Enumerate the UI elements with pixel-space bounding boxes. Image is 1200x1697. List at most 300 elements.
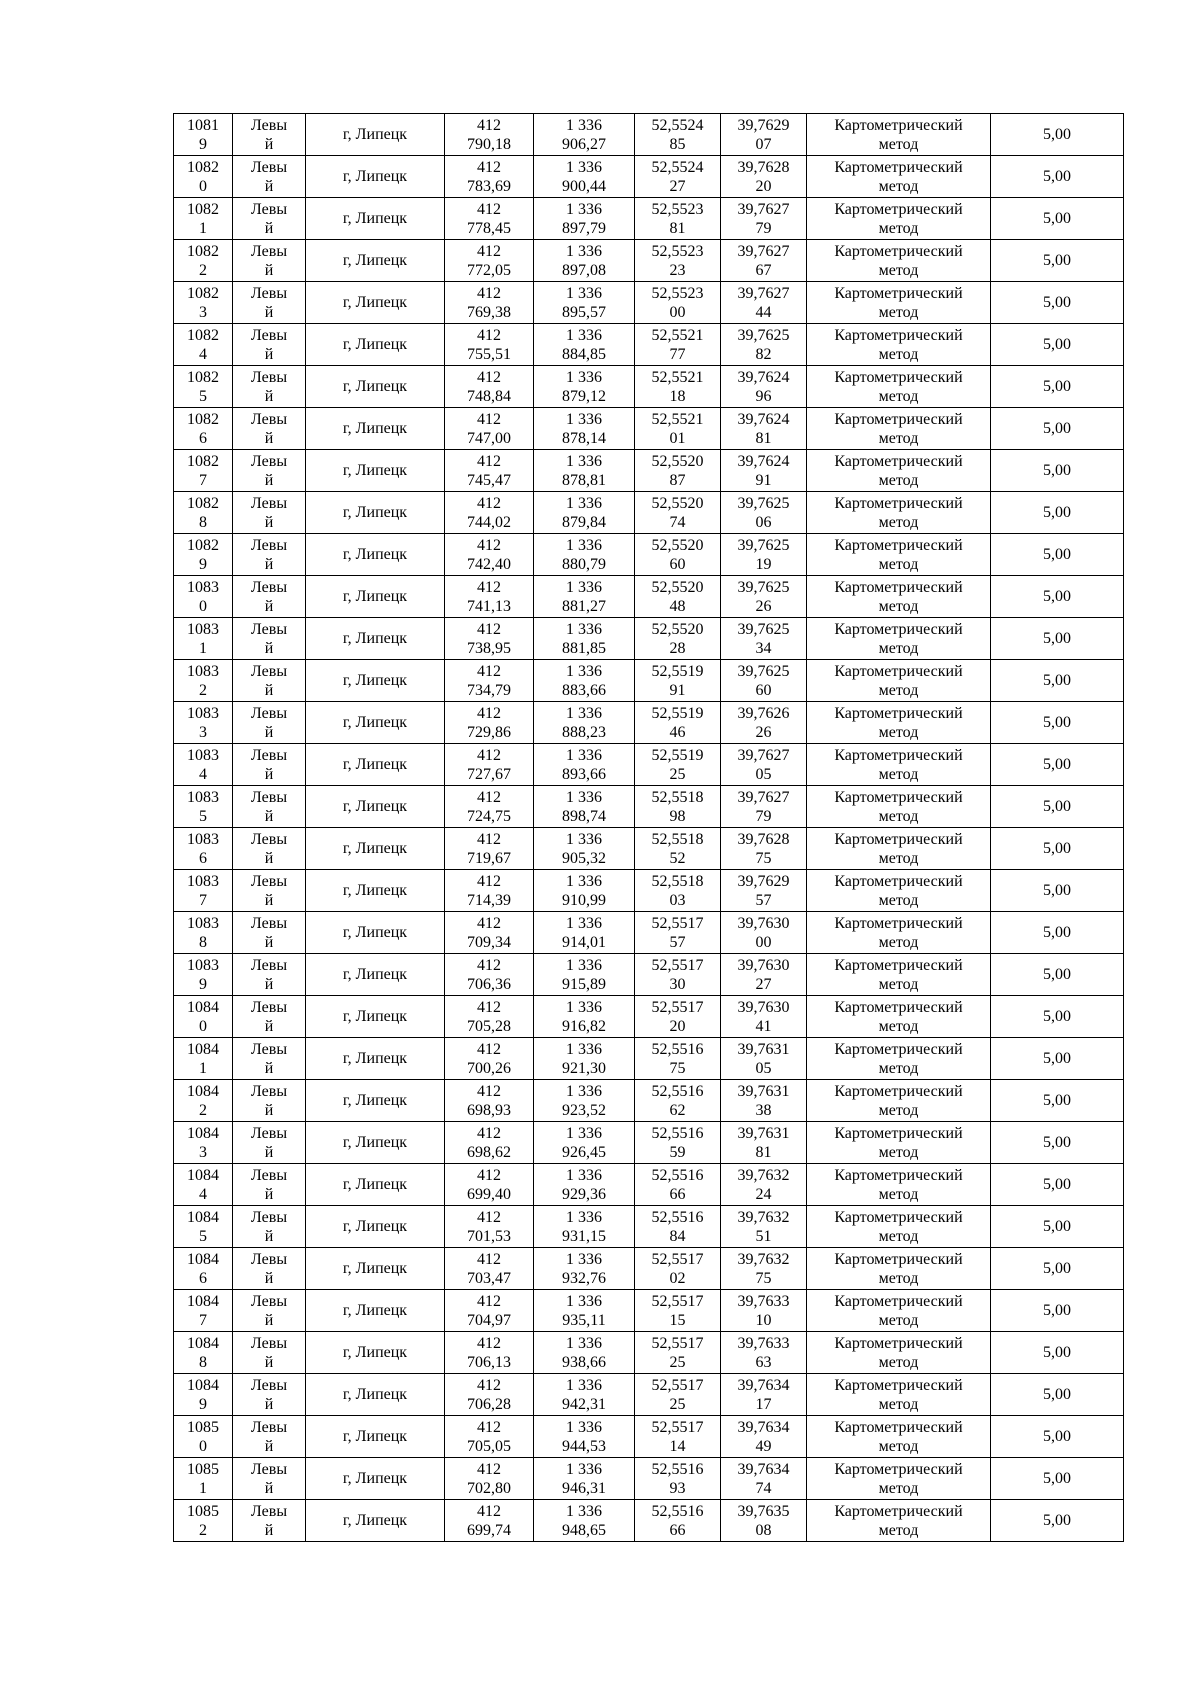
latitude-line: 66 (669, 1521, 686, 1539)
x-coordinate-line: 412 (477, 410, 501, 428)
method-cell (807, 156, 991, 198)
table-row (174, 1206, 1124, 1248)
y-coordinate-line: 880,79 (562, 555, 606, 573)
latitude-line: 52,5519 (651, 746, 704, 764)
bank-side-cell (233, 450, 306, 492)
table-row (174, 1080, 1124, 1122)
point-number-line: 1 (199, 1059, 207, 1077)
city-cell: г, Липецк (306, 702, 445, 744)
point-number-line: 3 (199, 1143, 207, 1161)
point-number-line: 7 (199, 1311, 207, 1329)
y-coordinate-cell (534, 1164, 635, 1206)
bank-side-cell (233, 282, 306, 324)
bank-side-line: й (264, 933, 274, 951)
table-row (174, 870, 1124, 912)
longitude-cell (721, 1374, 807, 1416)
bank-side-line: й (264, 765, 274, 783)
y-coordinate-line: 1 336 (566, 1250, 602, 1268)
longitude-cell (721, 1458, 807, 1500)
y-coordinate-cell (534, 1248, 635, 1290)
method-line: Картометрический (834, 494, 963, 512)
city-cell: г, Липецк (306, 744, 445, 786)
x-coordinate-line: 412 (477, 1502, 501, 1520)
latitude-line: 77 (669, 345, 686, 363)
longitude-line: 39,7630 (737, 956, 790, 974)
accuracy-cell: 5,00 (991, 114, 1124, 156)
method-line: метод (878, 429, 919, 447)
point-number-line: 1083 (187, 704, 219, 722)
city-cell: г, Липецк (306, 324, 445, 366)
table-row (174, 1248, 1124, 1290)
x-coordinate-line: 412 (477, 116, 501, 134)
longitude-line: 57 (755, 891, 772, 909)
point-number-line: 6 (199, 849, 207, 867)
bank-side-line: й (264, 807, 274, 825)
method-line: Картометрический (834, 116, 963, 134)
bank-side-line: Левы (250, 578, 288, 596)
bank-side-line: Левы (250, 116, 288, 134)
point-number-line: 2 (199, 1521, 207, 1539)
longitude-line: 39,7631 (737, 1082, 790, 1100)
longitude-line: 41 (755, 1017, 772, 1035)
y-coordinate-cell (534, 534, 635, 576)
longitude-line: 44 (755, 303, 772, 321)
latitude-line: 52,5521 (651, 368, 704, 386)
x-coordinate-line: 412 (477, 1082, 501, 1100)
y-coordinate-line: 914,01 (562, 933, 606, 951)
y-coordinate-line: 897,08 (562, 261, 606, 279)
method-line: Картометрический (834, 1334, 963, 1352)
latitude-line: 28 (669, 639, 686, 657)
y-coordinate-cell (534, 1122, 635, 1164)
method-line: метод (878, 1143, 919, 1161)
method-cell (807, 1206, 991, 1248)
bank-side-line: й (264, 1227, 274, 1245)
latitude-line: 74 (669, 513, 686, 531)
x-coordinate-line: 699,40 (467, 1185, 511, 1203)
y-coordinate-line: 878,14 (562, 429, 606, 447)
latitude-line: 52,5516 (651, 1460, 704, 1478)
y-coordinate-cell (534, 828, 635, 870)
y-coordinate-cell (534, 1416, 635, 1458)
latitude-line: 57 (669, 933, 686, 951)
city-cell: г, Липецк (306, 240, 445, 282)
latitude-line: 52,5523 (651, 200, 704, 218)
point-number-cell (174, 282, 233, 324)
point-number-line: 4 (199, 345, 207, 363)
longitude-cell (721, 282, 807, 324)
point-number-line: 8 (199, 1353, 207, 1371)
table-row (174, 744, 1124, 786)
latitude-cell (635, 492, 721, 534)
longitude-line: 39,7630 (737, 998, 790, 1016)
y-coordinate-line: 1 336 (566, 368, 602, 386)
latitude-line: 52,5516 (651, 1208, 704, 1226)
latitude-line: 60 (669, 555, 686, 573)
table-row (174, 450, 1124, 492)
point-number-line: 1084 (187, 1376, 219, 1394)
bank-side-cell (233, 1458, 306, 1500)
latitude-line: 52,5517 (651, 914, 704, 932)
latitude-cell (635, 744, 721, 786)
longitude-line: 39,7627 (737, 200, 790, 218)
table-row (174, 114, 1124, 156)
bank-side-line: й (264, 1143, 274, 1161)
bank-side-cell (233, 534, 306, 576)
table-row (174, 954, 1124, 996)
method-cell (807, 240, 991, 282)
latitude-line: 52,5516 (651, 1124, 704, 1142)
longitude-line: 39,7631 (737, 1124, 790, 1142)
x-coordinate-cell (445, 1080, 534, 1122)
method-line: Картометрический (834, 914, 963, 932)
table-row (174, 366, 1124, 408)
x-coordinate-line: 412 (477, 1040, 501, 1058)
accuracy-cell: 5,00 (991, 1416, 1124, 1458)
latitude-cell (635, 1458, 721, 1500)
bank-side-cell (233, 1416, 306, 1458)
y-coordinate-cell (534, 954, 635, 996)
point-number-line: 1084 (187, 1208, 219, 1226)
bank-side-line: Левы (250, 1292, 288, 1310)
longitude-line: 00 (755, 933, 772, 951)
point-number-line: 1083 (187, 830, 219, 848)
method-cell (807, 1332, 991, 1374)
longitude-cell (721, 450, 807, 492)
bank-side-line: й (264, 177, 274, 195)
x-coordinate-cell (445, 996, 534, 1038)
x-coordinate-cell (445, 1458, 534, 1500)
longitude-line: 39,7624 (737, 410, 790, 428)
point-number-line: 1082 (187, 536, 219, 554)
latitude-line: 85 (669, 135, 686, 153)
bank-side-line: й (264, 513, 274, 531)
point-number-line: 1083 (187, 578, 219, 596)
y-coordinate-line: 1 336 (566, 536, 602, 554)
y-coordinate-line: 878,81 (562, 471, 606, 489)
point-number-cell (174, 1458, 233, 1500)
bank-side-line: й (264, 1395, 274, 1413)
point-number-cell (174, 1248, 233, 1290)
y-coordinate-line: 910,99 (562, 891, 606, 909)
point-number-line: 1082 (187, 368, 219, 386)
method-line: метод (878, 1437, 919, 1455)
y-coordinate-line: 946,31 (562, 1479, 606, 1497)
longitude-line: 20 (755, 177, 772, 195)
latitude-line: 02 (669, 1269, 686, 1287)
method-cell (807, 828, 991, 870)
longitude-line: 74 (755, 1479, 772, 1497)
city-cell: г, Липецк (306, 408, 445, 450)
y-coordinate-line: 1 336 (566, 452, 602, 470)
accuracy-cell: 5,00 (991, 366, 1124, 408)
point-number-line: 5 (199, 387, 207, 405)
method-line: метод (878, 1479, 919, 1497)
bank-side-line: Левы (250, 1208, 288, 1226)
point-number-cell (174, 828, 233, 870)
method-line: Картометрический (834, 662, 963, 680)
method-line: Картометрический (834, 1124, 963, 1142)
x-coordinate-line: 742,40 (467, 555, 511, 573)
x-coordinate-line: 724,75 (467, 807, 511, 825)
y-coordinate-line: 1 336 (566, 1124, 602, 1142)
city-cell: г, Липецк (306, 1206, 445, 1248)
y-coordinate-cell (534, 450, 635, 492)
method-cell (807, 114, 991, 156)
latitude-line: 52,5520 (651, 620, 704, 638)
x-coordinate-cell (445, 156, 534, 198)
bank-side-line: й (264, 219, 274, 237)
x-coordinate-cell (445, 744, 534, 786)
y-coordinate-line: 1 336 (566, 158, 602, 176)
x-coordinate-cell (445, 618, 534, 660)
method-line: Картометрический (834, 956, 963, 974)
point-number-cell (174, 702, 233, 744)
y-coordinate-line: 893,66 (562, 765, 606, 783)
x-coordinate-line: 412 (477, 662, 501, 680)
table-row (174, 912, 1124, 954)
latitude-line: 46 (669, 723, 686, 741)
point-number-cell (174, 198, 233, 240)
bank-side-line: й (264, 471, 274, 489)
y-coordinate-line: 1 336 (566, 1292, 602, 1310)
method-line: метод (878, 723, 919, 741)
accuracy-cell: 5,00 (991, 618, 1124, 660)
latitude-line: 52,5516 (651, 1040, 704, 1058)
table-body (174, 114, 1124, 1542)
y-coordinate-line: 1 336 (566, 1208, 602, 1226)
accuracy-cell: 5,00 (991, 1290, 1124, 1332)
latitude-line: 52,5524 (651, 116, 704, 134)
latitude-cell (635, 828, 721, 870)
x-coordinate-line: 412 (477, 326, 501, 344)
latitude-line: 01 (669, 429, 686, 447)
bank-side-cell (233, 996, 306, 1038)
method-line: метод (878, 1185, 919, 1203)
bank-side-line: Левы (250, 452, 288, 470)
method-line: метод (878, 513, 919, 531)
longitude-line: 19 (755, 555, 772, 573)
y-coordinate-line: 1 336 (566, 1082, 602, 1100)
method-line: Картометрический (834, 620, 963, 638)
point-number-line: 1084 (187, 1124, 219, 1142)
y-coordinate-cell (534, 114, 635, 156)
x-coordinate-cell (445, 1290, 534, 1332)
point-number-line: 1084 (187, 1082, 219, 1100)
x-coordinate-line: 412 (477, 704, 501, 722)
city-cell: г, Липецк (306, 1458, 445, 1500)
x-coordinate-line: 714,39 (467, 891, 511, 909)
y-coordinate-cell (534, 1332, 635, 1374)
method-cell (807, 1164, 991, 1206)
bank-side-cell (233, 324, 306, 366)
longitude-line: 96 (755, 387, 772, 405)
latitude-line: 91 (669, 681, 686, 699)
table-row (174, 1290, 1124, 1332)
method-line: метод (878, 933, 919, 951)
longitude-line: 39,7626 (737, 704, 790, 722)
x-coordinate-line: 412 (477, 998, 501, 1016)
table-row (174, 1332, 1124, 1374)
accuracy-cell: 5,00 (991, 1500, 1124, 1542)
latitude-line: 52,5517 (651, 1250, 704, 1268)
point-number-cell (174, 492, 233, 534)
table-row (174, 996, 1124, 1038)
method-cell (807, 996, 991, 1038)
point-number-cell (174, 534, 233, 576)
y-coordinate-line: 879,12 (562, 387, 606, 405)
x-coordinate-line: 412 (477, 536, 501, 554)
bank-side-cell (233, 786, 306, 828)
method-line: метод (878, 1395, 919, 1413)
bank-side-cell (233, 1290, 306, 1332)
x-coordinate-cell (445, 324, 534, 366)
x-coordinate-cell (445, 1206, 534, 1248)
latitude-line: 87 (669, 471, 686, 489)
bank-side-line: Левы (250, 746, 288, 764)
latitude-line: 75 (669, 1059, 686, 1077)
y-coordinate-line: 898,74 (562, 807, 606, 825)
point-number-line: 5 (199, 807, 207, 825)
bank-side-cell (233, 744, 306, 786)
x-coordinate-line: 412 (477, 1250, 501, 1268)
point-number-line: 1085 (187, 1460, 219, 1478)
longitude-line: 39,7628 (737, 830, 790, 848)
bank-side-cell (233, 1122, 306, 1164)
method-line: Картометрический (834, 998, 963, 1016)
bank-side-cell (233, 492, 306, 534)
method-cell (807, 702, 991, 744)
bank-side-line: Левы (250, 1250, 288, 1268)
bank-side-line: Левы (250, 704, 288, 722)
accuracy-cell: 5,00 (991, 576, 1124, 618)
method-line: Картометрический (834, 410, 963, 428)
method-line: Картометрический (834, 1082, 963, 1100)
method-cell (807, 1458, 991, 1500)
longitude-cell (721, 828, 807, 870)
method-cell (807, 786, 991, 828)
y-coordinate-line: 906,27 (562, 135, 606, 153)
city-cell: г, Липецк (306, 954, 445, 996)
x-coordinate-line: 755,51 (467, 345, 511, 363)
point-number-line: 4 (199, 1185, 207, 1203)
method-line: Картометрический (834, 746, 963, 764)
bank-side-line: й (264, 261, 274, 279)
x-coordinate-cell (445, 870, 534, 912)
longitude-line: 39,7635 (737, 1502, 790, 1520)
x-coordinate-line: 769,38 (467, 303, 511, 321)
x-coordinate-line: 744,02 (467, 513, 511, 531)
x-coordinate-line: 745,47 (467, 471, 511, 489)
accuracy-cell: 5,00 (991, 240, 1124, 282)
method-line: метод (878, 1353, 919, 1371)
x-coordinate-line: 412 (477, 452, 501, 470)
x-coordinate-cell (445, 282, 534, 324)
accuracy-cell: 5,00 (991, 534, 1124, 576)
latitude-cell (635, 1374, 721, 1416)
y-coordinate-cell (534, 1458, 635, 1500)
x-coordinate-cell (445, 576, 534, 618)
x-coordinate-line: 706,13 (467, 1353, 511, 1371)
point-number-cell (174, 1206, 233, 1248)
point-number-line: 9 (199, 135, 207, 153)
x-coordinate-line: 706,36 (467, 975, 511, 993)
x-coordinate-cell (445, 240, 534, 282)
longitude-line: 07 (755, 135, 772, 153)
point-number-cell (174, 660, 233, 702)
longitude-cell (721, 1038, 807, 1080)
city-cell: г, Липецк (306, 828, 445, 870)
point-number-line: 1084 (187, 1040, 219, 1058)
table-row (174, 1500, 1124, 1542)
method-cell (807, 618, 991, 660)
longitude-line: 08 (755, 1521, 772, 1539)
longitude-line: 39,7624 (737, 368, 790, 386)
y-coordinate-line: 1 336 (566, 872, 602, 890)
point-number-line: 5 (199, 1227, 207, 1245)
bank-side-cell (233, 912, 306, 954)
longitude-line: 39,7624 (737, 452, 790, 470)
point-number-line: 1082 (187, 200, 219, 218)
longitude-cell (721, 744, 807, 786)
latitude-line: 52,5518 (651, 830, 704, 848)
longitude-cell (721, 1080, 807, 1122)
x-coordinate-cell (445, 1500, 534, 1542)
longitude-line: 79 (755, 219, 772, 237)
y-coordinate-cell (534, 1038, 635, 1080)
latitude-line: 03 (669, 891, 686, 909)
latitude-cell (635, 996, 721, 1038)
longitude-line: 26 (755, 723, 772, 741)
bank-side-cell (233, 408, 306, 450)
longitude-cell (721, 324, 807, 366)
x-coordinate-line: 783,69 (467, 177, 511, 195)
y-coordinate-line: 921,30 (562, 1059, 606, 1077)
y-coordinate-line: 883,66 (562, 681, 606, 699)
accuracy-cell: 5,00 (991, 1080, 1124, 1122)
accuracy-cell: 5,00 (991, 702, 1124, 744)
method-line: Картометрический (834, 1502, 963, 1520)
accuracy-cell: 5,00 (991, 660, 1124, 702)
method-cell (807, 1290, 991, 1332)
x-coordinate-cell (445, 954, 534, 996)
y-coordinate-line: 923,52 (562, 1101, 606, 1119)
longitude-line: 39,7625 (737, 326, 790, 344)
point-number-line: 1083 (187, 662, 219, 680)
accuracy-cell: 5,00 (991, 1164, 1124, 1206)
y-coordinate-cell (534, 1290, 635, 1332)
longitude-cell (721, 618, 807, 660)
table-row (174, 828, 1124, 870)
x-coordinate-line: 698,93 (467, 1101, 511, 1119)
bank-side-line: Левы (250, 410, 288, 428)
y-coordinate-line: 1 336 (566, 620, 602, 638)
y-coordinate-cell (534, 408, 635, 450)
x-coordinate-line: 412 (477, 872, 501, 890)
y-coordinate-line: 916,82 (562, 1017, 606, 1035)
latitude-line: 27 (669, 177, 686, 195)
bank-side-line: й (264, 975, 274, 993)
y-coordinate-line: 935,11 (562, 1311, 606, 1329)
x-coordinate-line: 412 (477, 284, 501, 302)
point-number-cell (174, 996, 233, 1038)
accuracy-cell: 5,00 (991, 1248, 1124, 1290)
city-cell: г, Липецк (306, 1122, 445, 1164)
longitude-cell (721, 114, 807, 156)
point-number-line: 1082 (187, 494, 219, 512)
table-row (174, 576, 1124, 618)
table-row (174, 660, 1124, 702)
